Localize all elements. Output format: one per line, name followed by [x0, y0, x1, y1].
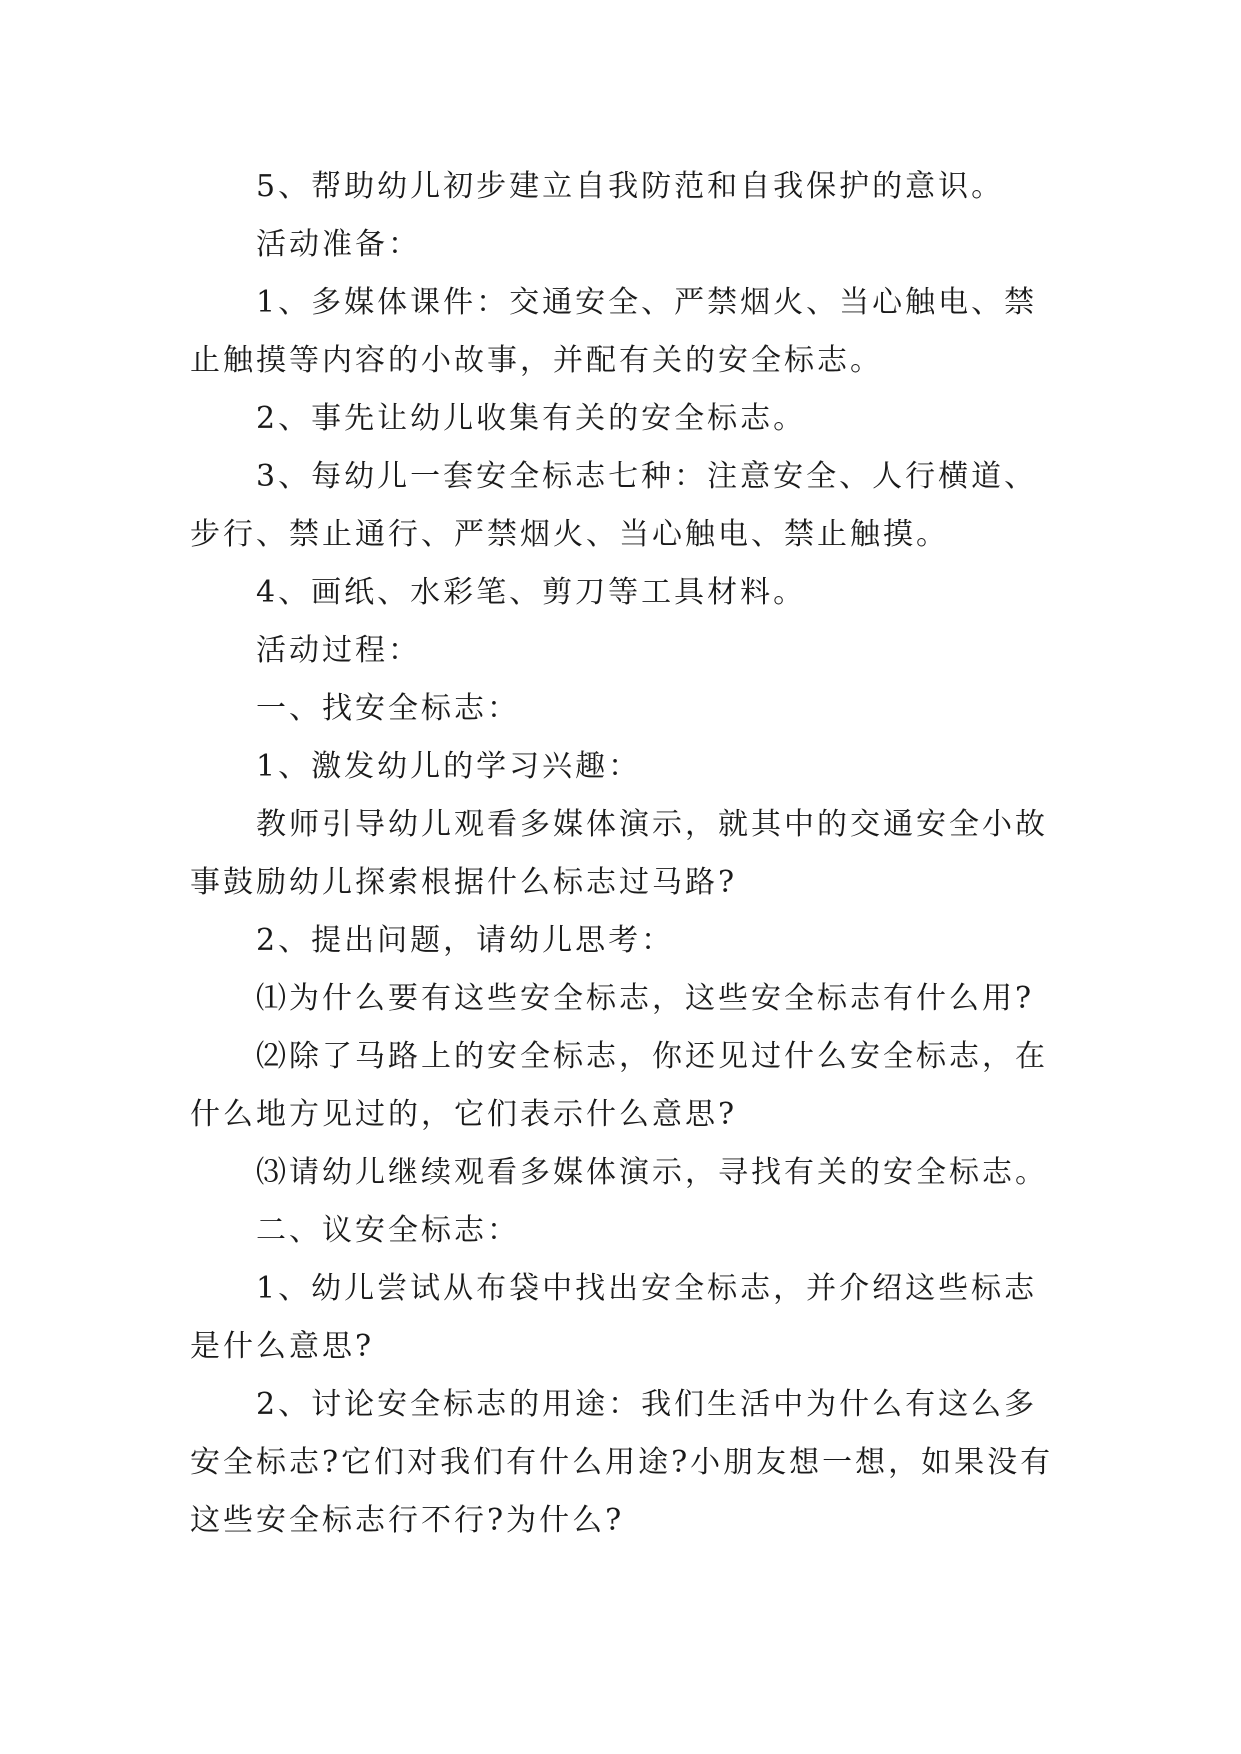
document-body: [190, 158, 1070, 1550]
paragraph-preparation-3: 3、每幼儿一套安全标志七种：注意安全、人行横道、步行、禁止通行、严禁烟火、当心触电、禁止触摸。: [190, 459, 1038, 552]
paragraph-discuss-2: 2、讨论安全标志的用途：我们生活中为什么有这么多安全标志?它们对我们有什么用途?小朋友想一想，如果没有这些安全标志行不行?为什么?: [190, 1387, 1054, 1538]
paragraph-preparation-2: 2、事先让幼儿收集有关的安全标志。: [256, 401, 807, 436]
heading-discuss-safety-signs: 二、议安全标志：: [256, 1213, 520, 1248]
paragraph-preparation-1: 1、多媒体课件：交通安全、严禁烟火、当心触电、禁止触摸等内容的小故事，并配有关的安全标志。: [190, 285, 1038, 378]
paragraph-question-3: ⑶请幼儿继续观看多媒体演示，寻找有关的安全标志。: [256, 1155, 1048, 1190]
paragraph-goal-5: 5、帮助幼儿初步建立自我防范和自我保护的意识。: [256, 169, 1005, 204]
heading-activity-process: 活动过程：: [256, 633, 421, 668]
paragraph-question-2: ⑵除了马路上的安全标志，你还见过什么安全标志，在什么地方见过的，它们表示什么意思?: [190, 1039, 1048, 1132]
paragraph-preparation-4: 4、画纸、水彩笔、剪刀等工具材料。: [256, 575, 807, 610]
heading-find-safety-signs: 一、找安全标志：: [256, 691, 520, 726]
paragraph-process-2: 2、提出问题，请幼儿思考：: [256, 923, 675, 958]
heading-activity-preparation: 活动准备：: [256, 227, 421, 262]
paragraph-teacher-guide: 教师引导幼儿观看多媒体演示，就其中的交通安全小故事鼓励幼儿探索根据什么标志过马路?: [190, 807, 1048, 900]
paragraph-discuss-1: 1、幼儿尝试从布袋中找出安全标志，并介绍这些标志是什么意思?: [190, 1271, 1038, 1364]
paragraph-question-1: ⑴为什么要有这些安全标志，这些安全标志有什么用?: [256, 981, 1035, 1016]
paragraph-process-1: 1、激发幼儿的学习兴趣：: [256, 749, 642, 784]
